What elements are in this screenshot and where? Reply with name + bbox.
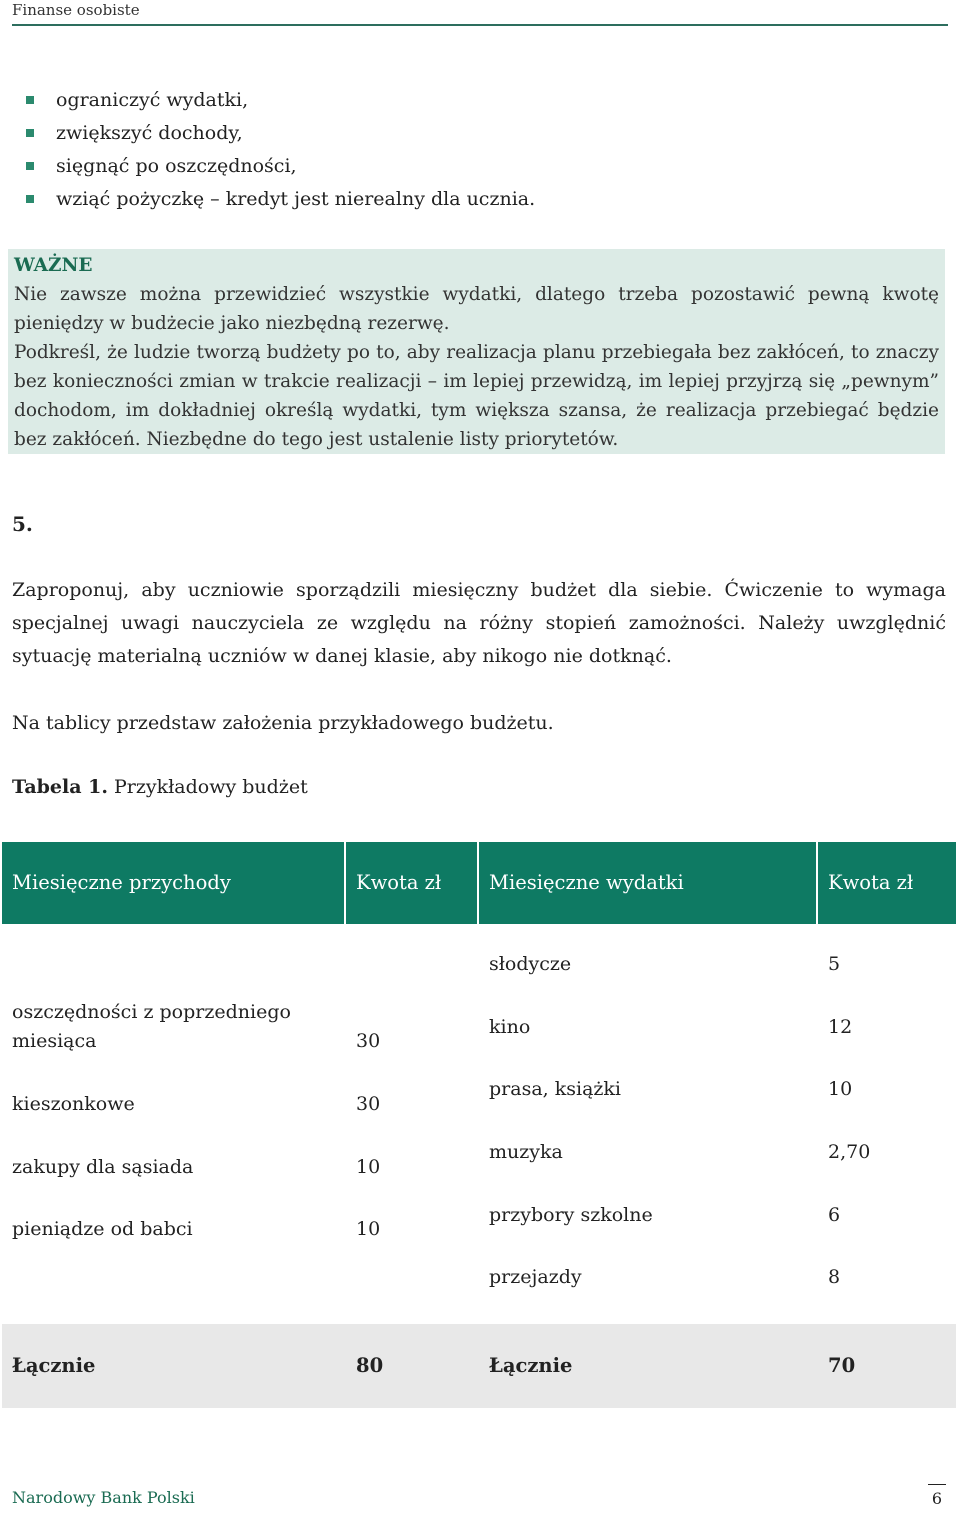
important-line-1: Nie zawsze można przewidzieć wszystkie wydatki, dlatego trzeba pozostawić pewną kwotę xyxy=(14,284,939,305)
footer-publisher: Narodowy Bank Polski xyxy=(12,1488,195,1507)
square-bullet-icon xyxy=(26,162,34,170)
section-number: 5. xyxy=(12,512,33,536)
list-item: ograniczyć wydatki, xyxy=(26,84,535,117)
important-title: WAŻNE xyxy=(14,255,93,276)
table-totals-row xyxy=(2,1324,956,1408)
expense-name: przejazdy xyxy=(489,1266,582,1288)
income-amount: 30 xyxy=(356,1030,381,1052)
header-expense-amount: Kwota zł xyxy=(828,871,914,894)
table-caption xyxy=(12,776,308,798)
header-income-amount: Kwota zł xyxy=(356,871,442,894)
paragraph-budget-exercise: Zaproponuj, aby uczniowie sporządzili miesięczny budżet dla siebie. Ćwiczenie to wymaga specjalnej uwagi nauczyciela ze względu na różny stopień zamożności. Należy uwzględnić sytuację materialną uczniów w danej klasie, aby nikogo nie dotknąć. xyxy=(12,579,946,667)
income-name: zakupy dla sąsiada xyxy=(12,1156,194,1178)
page-number: 6 xyxy=(928,1484,946,1508)
expense-amount: 8 xyxy=(828,1266,841,1288)
expense-total-value: 70 xyxy=(828,1354,856,1377)
list-item: wziąć pożyczkę – kredyt jest nierealny dla ucznia. xyxy=(26,183,535,216)
table-header-row xyxy=(2,842,956,924)
expense-name: przybory szkolne xyxy=(489,1204,653,1226)
income-total-value: 80 xyxy=(356,1354,384,1377)
header-income: Miesięczne przychody xyxy=(12,871,231,894)
income-amount: 10 xyxy=(356,1156,381,1178)
expense-name: słodycze xyxy=(489,953,572,975)
expense-name: prasa, książki xyxy=(489,1078,621,1100)
table-caption-label: Tabela 1. xyxy=(12,776,108,798)
important-box xyxy=(8,249,945,454)
important-body: Podkreśl, że ludzie tworzą budżety po to, aby realizacja planu przebiegała bez zakłóceń, to znaczy bez konieczności zmian w trakcie realizacji – im lepiej przewidzą, im lepiej przyjrzą się „pewnym” dochodom, im dokładniej określą wydatki, tym większa szansa, że realizacja przebiegać będzie bez zakłóceń. Niezbędne do tego jest ustalenie listy priorytetów. xyxy=(14,342,939,450)
expense-name: muzyka xyxy=(489,1141,563,1163)
expense-amount: 10 xyxy=(828,1078,853,1100)
table-caption-text: Przykładowy budżet xyxy=(107,776,308,798)
income-total-label: Łącznie xyxy=(12,1354,96,1377)
expense-name: kino xyxy=(489,1016,531,1038)
header-divider xyxy=(816,842,818,924)
header-title: Finanse osobiste xyxy=(12,1,140,19)
income-amount: 30 xyxy=(356,1093,381,1115)
page-header xyxy=(12,0,948,26)
income-name: pieniądze od babci xyxy=(12,1218,193,1240)
header-divider xyxy=(344,842,346,924)
expense-amount: 2,70 xyxy=(828,1141,871,1163)
list-item: sięgnąć po oszczędności, xyxy=(26,150,535,183)
header-divider xyxy=(477,842,479,924)
list-item: zwiększyć dochody, xyxy=(26,117,535,150)
square-bullet-icon xyxy=(26,129,34,137)
budget-table xyxy=(2,842,956,1408)
table-body xyxy=(2,924,956,1324)
bullet-list xyxy=(26,84,535,216)
paragraph-board: Na tablicy przedstaw założenia przykładowego budżetu. xyxy=(12,712,554,734)
square-bullet-icon xyxy=(26,195,34,203)
expense-amount: 5 xyxy=(828,953,841,975)
important-line-2: pieniędzy w budżecie jako niezbędną rezerwę. xyxy=(14,313,450,334)
expense-amount: 6 xyxy=(828,1204,841,1226)
income-amount: 10 xyxy=(356,1218,381,1240)
header-expenses: Miesięczne wydatki xyxy=(489,871,684,894)
square-bullet-icon xyxy=(26,96,34,104)
expense-total-label: Łącznie xyxy=(489,1354,573,1377)
income-name: oszczędności z poprzedniego miesiąca xyxy=(12,1001,291,1052)
income-name: kieszonkowe xyxy=(12,1093,135,1115)
expense-amount: 12 xyxy=(828,1016,853,1038)
